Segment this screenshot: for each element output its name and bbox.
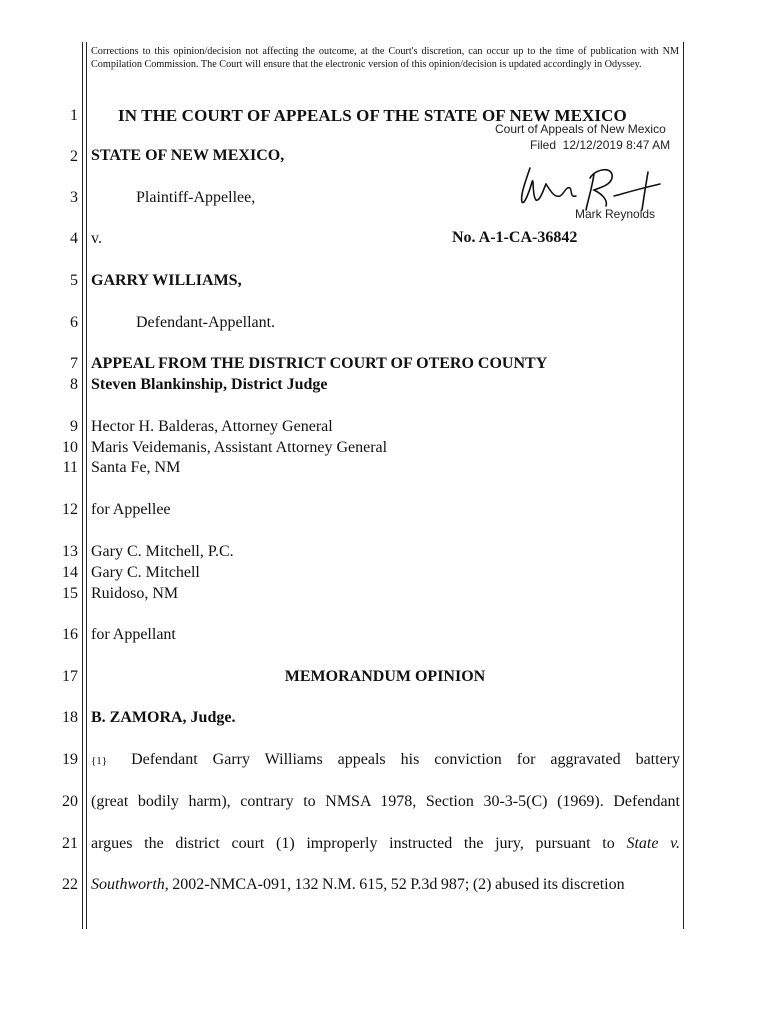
line-number: 22 [62, 876, 78, 893]
court-title: IN THE COURT OF APPEALS OF THE STATE OF NEW MEXICO [118, 106, 627, 125]
filing-stamp-court: Court of Appeals of New Mexico [495, 122, 666, 136]
line-number: 11 [62, 459, 78, 476]
line-number: 16 [62, 626, 78, 643]
counsel-line: Santa Fe, NM [91, 459, 181, 476]
line-number: 1 [70, 107, 78, 124]
counsel-line: Hector H. Balderas, Attorney General [91, 418, 333, 435]
for-appellant: for Appellant [91, 626, 176, 643]
line-number: 17 [62, 668, 78, 685]
filing-stamp-date: Filed 12/12/2019 8:47 AM [530, 138, 671, 152]
case-citation: State v. [626, 835, 681, 852]
paragraph-number: {1} [91, 755, 108, 767]
left-margin-rule [82, 42, 83, 929]
body-line [91, 876, 680, 894]
district-judge: Steven Blankinship, District Judge [91, 376, 328, 393]
line-number: 13 [62, 543, 78, 560]
counsel-line: Gary C. Mitchell, P.C. [91, 543, 234, 560]
filing-stamp-clerk: Mark Reynolds [575, 207, 656, 221]
line-number: 2 [70, 148, 78, 165]
line-number: 6 [70, 314, 78, 331]
defendant-name: GARRY WILLIAMS, [91, 272, 242, 289]
opinion-author: B. ZAMORA, Judge. [91, 709, 236, 726]
opinion-heading: MEMORANDUM OPINION [284, 668, 486, 685]
line-number: 21 [62, 835, 78, 852]
body-text: , 2002-NMCA-091, 132 N.M. 615, 52 P.3d 987; (2) abused its discretion [164, 876, 625, 893]
line-number: 19 [62, 751, 78, 768]
plaintiff-role: Plaintiff-Appellee, [136, 189, 256, 206]
line-number: 20 [62, 793, 78, 810]
line-number: 14 [62, 564, 78, 581]
plaintiff-name: STATE OF NEW MEXICO, [91, 147, 285, 164]
line-number: 18 [62, 709, 78, 726]
case-citation: Southworth [91, 876, 165, 893]
docket-number: No. A-1-CA-36842 [452, 229, 578, 246]
line-number: 15 [62, 585, 78, 602]
line-number: 9 [70, 418, 78, 435]
versus: v. [91, 230, 102, 247]
line-number: 5 [70, 272, 78, 289]
line-number: 7 [70, 355, 78, 372]
for-appellee: for Appellee [91, 501, 171, 518]
body-line [91, 835, 680, 853]
left-margin-rule-inner [86, 42, 87, 929]
line-number: 4 [70, 230, 78, 247]
line-number: 12 [62, 501, 78, 518]
line-number: 8 [70, 376, 78, 393]
appeal-from: APPEAL FROM THE DISTRICT COURT OF OTERO COUNTY [91, 355, 548, 372]
counsel-line: Gary C. Mitchell [91, 564, 200, 581]
defendant-role: Defendant-Appellant. [136, 314, 276, 331]
counsel-line: Maris Veidemanis, Assistant Attorney General [91, 439, 388, 456]
body-line [91, 751, 680, 769]
body-text: argues the district court (1) improperly instructed the jury, pursuant to [91, 835, 615, 852]
body-line: (great bodily harm), contrary to NMSA 1978, Section 30-3-5(C) (1969). Defendant [91, 793, 680, 810]
line-number: 10 [62, 439, 78, 456]
body-text: Defendant Garry Williams appeals his conviction for aggravated battery [131, 751, 680, 768]
right-margin-rule [683, 42, 684, 929]
correction-notice: Corrections to this opinion/decision not affecting the outcome, at the Court's discretion, can occur up to the time of publication with NM Compilation Commission. The Court will ensure that the electronic version of this opinion/decision is updated accordingly in Odyssey. [91, 46, 679, 70]
line-number: 3 [70, 189, 78, 206]
counsel-line: Ruidoso, NM [91, 585, 179, 602]
